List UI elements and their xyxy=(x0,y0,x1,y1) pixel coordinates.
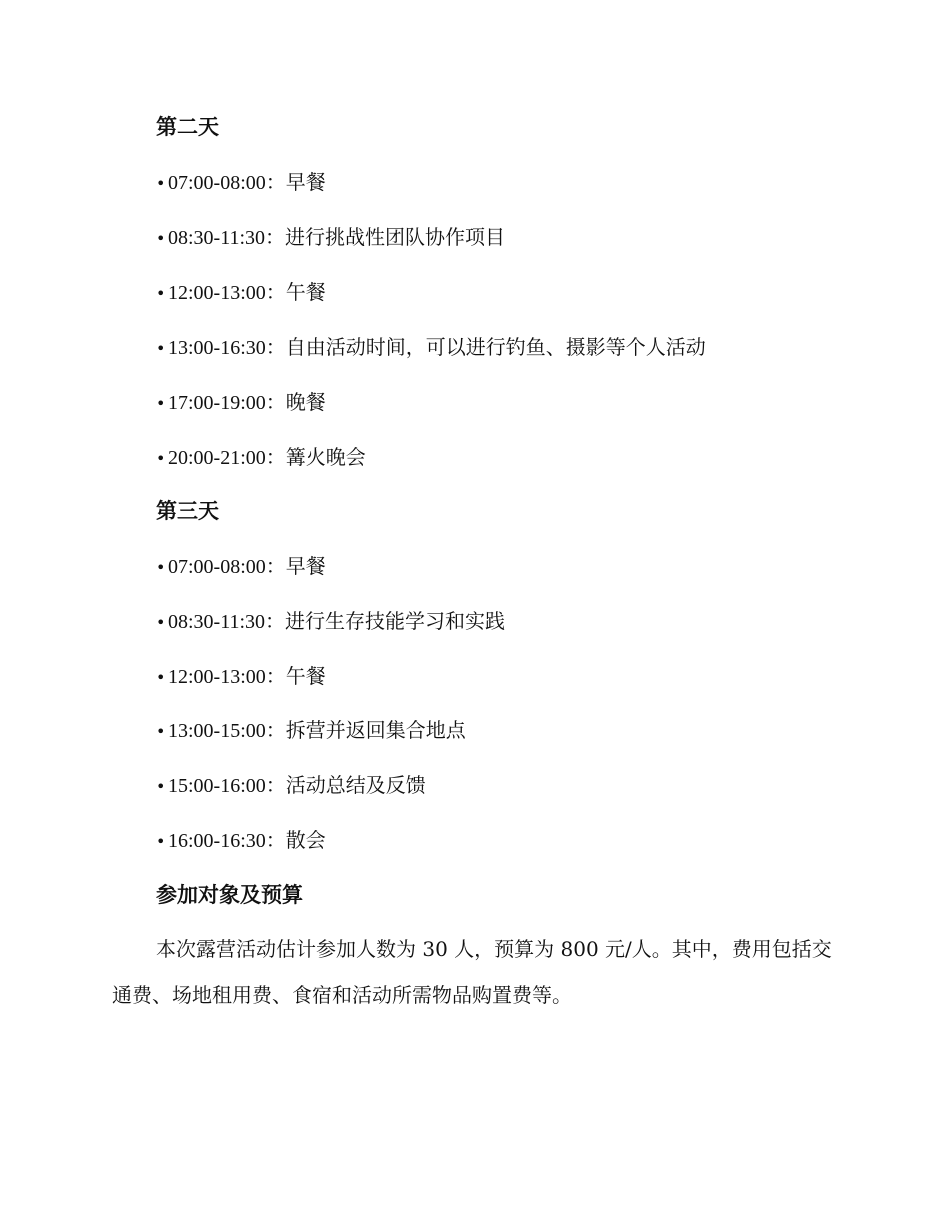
schedule-item xyxy=(156,826,326,856)
activity-text: 拆营并返回集合地点 xyxy=(285,718,466,742)
time-range: 13:00-15:00 xyxy=(168,720,266,742)
time-range: 08:30-11:30 xyxy=(168,611,266,633)
schedule-item xyxy=(156,333,706,363)
activity-text: 散会 xyxy=(285,828,326,852)
bullet: • xyxy=(156,558,166,577)
time-range: 20:00-21:00 xyxy=(168,447,266,469)
time-range: 15:00-16:00 xyxy=(168,775,266,797)
bullet: • xyxy=(156,777,166,796)
separator: ： xyxy=(265,828,286,852)
schedule-item xyxy=(156,168,326,198)
time-range: 07:00-08:00 xyxy=(168,172,266,194)
schedule-item xyxy=(156,278,326,308)
separator: ： xyxy=(265,445,286,469)
activity-text: 晚餐 xyxy=(285,390,326,414)
bullet: • xyxy=(156,449,166,468)
time-range: 17:00-19:00 xyxy=(168,392,266,414)
bullet: • xyxy=(156,229,166,248)
time-range: 12:00-13:00 xyxy=(168,282,266,304)
budget-paragraph: 本次露营活动估计参加人数为 30 人，预算为 800 元/人。其中，费用包括交通费、场地租用费、食宿和活动所需物品购置费等。 xyxy=(112,937,832,1007)
separator: ： xyxy=(265,554,286,578)
bullet: • xyxy=(156,284,166,303)
activity-text: 早餐 xyxy=(285,170,326,194)
schedule-item xyxy=(156,552,326,582)
schedule-item xyxy=(156,607,505,637)
bullet: • xyxy=(156,613,166,632)
section-heading-day3: 第三天 xyxy=(156,499,219,523)
separator: ： xyxy=(265,225,286,249)
activity-text: 早餐 xyxy=(285,554,326,578)
bullet: • xyxy=(156,832,166,851)
separator: ： xyxy=(265,390,286,414)
activity-text: 进行生存技能学习和实践 xyxy=(285,609,506,633)
schedule-item xyxy=(156,388,326,418)
schedule-item xyxy=(156,223,505,253)
activity-text: 篝火晚会 xyxy=(285,445,366,469)
time-range: 08:30-11:30 xyxy=(168,227,266,249)
bullet: • xyxy=(156,174,166,193)
activity-text: 午餐 xyxy=(285,280,326,304)
time-range: 07:00-08:00 xyxy=(168,556,266,578)
bullet: • xyxy=(156,394,166,413)
separator: ： xyxy=(265,170,286,194)
schedule-item xyxy=(156,662,326,692)
separator: ： xyxy=(265,718,286,742)
schedule-item xyxy=(156,443,366,473)
section-heading-budget: 参加对象及预算 xyxy=(156,883,303,907)
time-range: 13:00-16:30 xyxy=(168,337,266,359)
schedule-item xyxy=(156,771,426,801)
section-heading-day2: 第二天 xyxy=(156,115,219,139)
activity-text: 进行挑战性团队协作项目 xyxy=(285,225,506,249)
separator: ： xyxy=(265,773,286,797)
separator: ： xyxy=(265,335,286,359)
time-range: 12:00-13:00 xyxy=(168,666,266,688)
bullet: • xyxy=(156,668,166,687)
bullet: • xyxy=(156,722,166,741)
schedule-item xyxy=(156,716,466,746)
activity-text: 活动总结及反馈 xyxy=(285,773,426,797)
separator: ： xyxy=(265,609,286,633)
time-range: 16:00-16:30 xyxy=(168,830,266,852)
separator: ： xyxy=(265,664,286,688)
bullet: • xyxy=(156,339,166,358)
separator: ： xyxy=(265,280,286,304)
activity-text: 午餐 xyxy=(285,664,326,688)
activity-text: 自由活动时间，可以进行钓鱼、摄影等个人活动 xyxy=(285,335,706,359)
